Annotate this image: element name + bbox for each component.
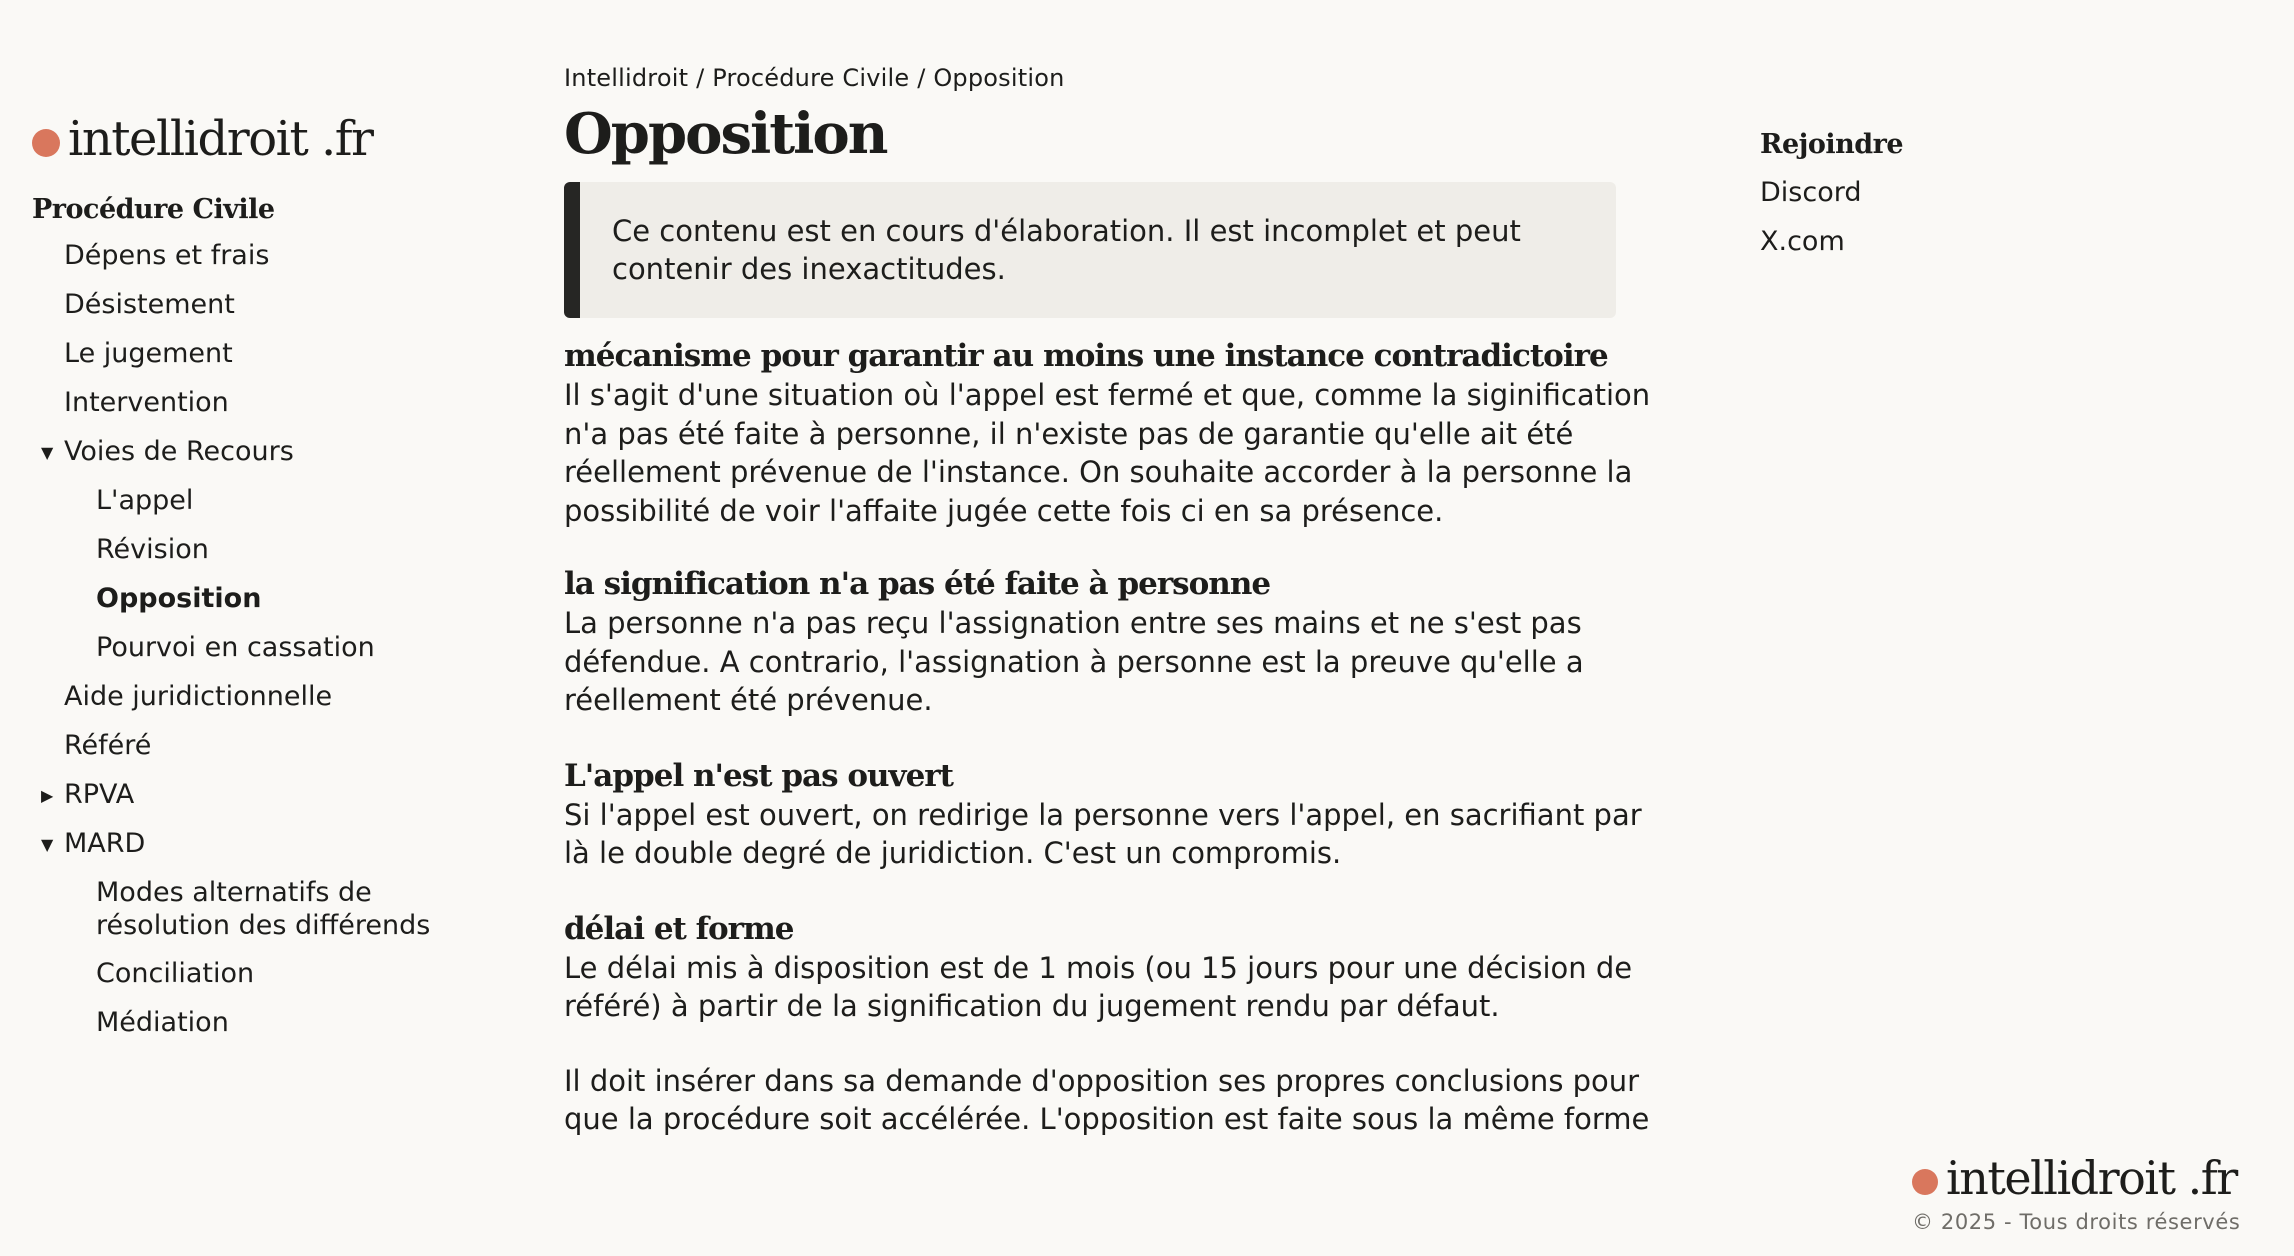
sidebar-item-pourvoi[interactable]: Pourvoi en cassation	[96, 632, 375, 663]
section-body: Il doit insérer dans sa demande d'opposition ses propres conclusions pour que la procédure soit accélérée. L'opposition est faite sous la même forme	[564, 1063, 1650, 1136]
chevron-down-icon[interactable]: ▼	[41, 835, 54, 854]
sidebar-item-voies-de-recours[interactable]	[32, 435, 492, 469]
section-heading: la signification n'a pas été faite à personne	[564, 566, 1271, 602]
sidebar-item-desistement[interactable]: Désistement	[64, 289, 235, 320]
sidebar-item-revision[interactable]: Révision	[96, 534, 209, 565]
content-section	[564, 336, 1664, 530]
section-heading: L'appel n'est pas ouvert	[564, 757, 953, 794]
sidebar-item-intervention[interactable]: Intervention	[64, 387, 229, 418]
sidebar-item-label: RPVA	[64, 779, 135, 810]
logo-dot-icon	[1912, 1169, 1938, 1195]
sidebar-section-title[interactable]: Procédure Civile	[32, 194, 275, 225]
breadcrumb-separator: /	[917, 64, 926, 92]
site-logo[interactable]	[32, 104, 492, 174]
sidebar-item-label: MARD	[64, 828, 146, 859]
sidebar-item-aide-juridictionnelle[interactable]: Aide juridictionnelle	[64, 681, 333, 712]
logo-text: intellidroit .fr	[68, 111, 373, 167]
discord-link[interactable]: Discord	[1760, 177, 1862, 208]
sidebar-item-mard[interactable]	[32, 827, 492, 861]
main-content	[564, 62, 1664, 1136]
section-body: Si l'appel est ouvert, on redirige la personne vers l'appel, en sacrifiant par là le double degré de juridiction. C'est un compromis.	[564, 797, 1642, 870]
breadcrumb-item-procedure-civile[interactable]: Procédure Civile	[712, 64, 910, 92]
logo-dot-icon	[32, 129, 60, 157]
breadcrumb-separator: /	[696, 64, 705, 92]
community-title: Rejoindre	[1760, 129, 1904, 160]
content-section	[564, 756, 1664, 873]
sidebar-item-opposition[interactable]: Opposition	[96, 583, 262, 614]
sidebar-nav	[32, 239, 492, 1040]
sidebar-item-refere[interactable]: Référé	[64, 730, 152, 761]
page-title: Opposition	[564, 101, 887, 167]
content-section	[564, 564, 1664, 720]
sidebar-item-label-line1: Modes alternatifs de	[96, 877, 372, 908]
community-links	[1760, 128, 1903, 274]
sidebar-item-label: Voies de Recours	[64, 436, 294, 467]
logo-text: intellidroit .fr	[1946, 1151, 2237, 1205]
breadcrumb	[564, 62, 1664, 94]
breadcrumb-item-home[interactable]: Intellidroit	[564, 64, 689, 92]
sidebar-item-label-line2: résolution des différends	[96, 910, 431, 941]
x-com-link[interactable]: X.com	[1760, 226, 1845, 257]
section-heading: mécanisme pour garantir au moins une instance contradictoire	[564, 338, 1608, 374]
footer-logo[interactable]	[1912, 1148, 2272, 1208]
sidebar-item-appel[interactable]: L'appel	[96, 485, 194, 516]
section-heading: délai et forme	[564, 910, 794, 947]
section-body: La personne n'a pas reçu l'assignation entre ses mains et ne s'est pas défendue. A contrario, l'assignation à personne est la preuve qu'elle a réellement été prévenue.	[564, 606, 1584, 717]
draft-warning-callout: Ce contenu est en cours d'élaboration. Il est incomplet et peut contenir des inexactitudes.	[564, 182, 1616, 318]
copyright: © 2025 - Tous droits réservés	[1912, 1210, 2241, 1234]
breadcrumb-item-current[interactable]: Opposition	[933, 64, 1065, 92]
sidebar-item-rpva[interactable]	[32, 778, 492, 812]
footer	[1912, 1148, 2272, 1234]
sidebar-item-depens[interactable]: Dépens et frais	[64, 240, 270, 271]
chevron-down-icon[interactable]: ▼	[41, 443, 54, 462]
section-body: Le délai mis à disposition est de 1 mois (ou 15 jours pour une décision de référé) à partir de la signification du jugement rendu par défaut.	[564, 950, 1633, 1023]
sidebar-item-mediation[interactable]: Médiation	[96, 1007, 229, 1038]
chevron-right-icon[interactable]: ▶	[41, 786, 54, 805]
sidebar-item-jugement[interactable]: Le jugement	[64, 338, 233, 369]
content-section	[564, 909, 1664, 1137]
sidebar-item-conciliation[interactable]: Conciliation	[96, 958, 255, 989]
sidebar-item-modes-alternatifs[interactable]	[32, 876, 492, 942]
section-body: Il s'agit d'une situation où l'appel est fermé et que, comme la siginification n'a pas été faite à personne, il n'existe pas de garantie qu'elle ait été réellement prévenue de l'instance. On souhaite accorder à la personne la possibilité de voir l'affaite jugée cette fois ci en sa présence.	[564, 378, 1651, 528]
sidebar	[32, 104, 492, 1055]
